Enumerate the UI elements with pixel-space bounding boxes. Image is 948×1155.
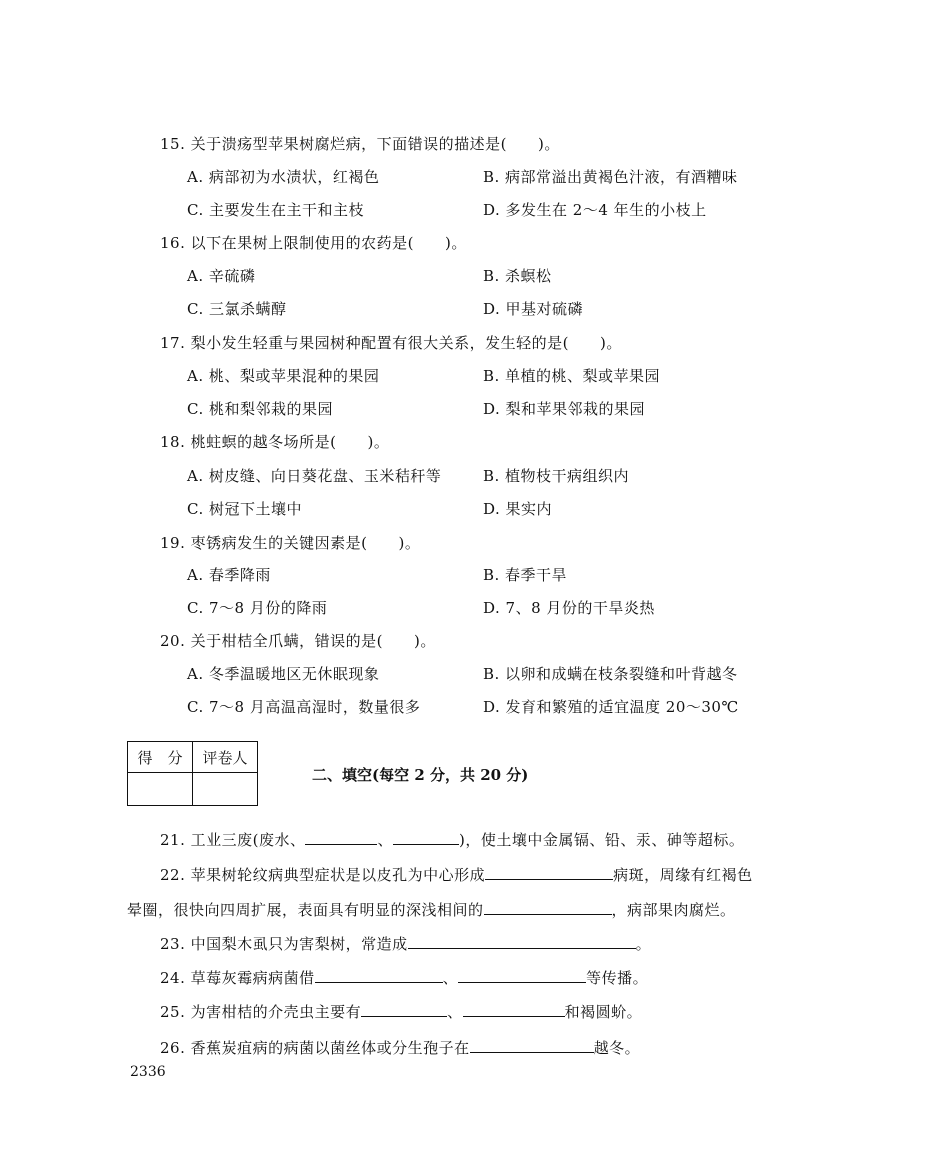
- fill-21-separator: 、: [377, 831, 393, 849]
- question-20-option-a: A. 冬季温暖地区无休眠现象: [187, 665, 380, 683]
- section-2-title: 二、填空(每空 2 分，共 20 分): [312, 766, 529, 784]
- fill-21-blank-1[interactable]: [305, 830, 377, 845]
- question-15-option-d: D. 多发生在 2～4 年生的小枝上: [483, 201, 707, 219]
- fill-question-23: [160, 934, 651, 953]
- question-15-stem: 15. 关于溃疡型苹果树腐烂病，下面错误的描述是( )。: [160, 135, 560, 153]
- question-17-option-a: A. 桃、梨或苹果混种的果园: [187, 367, 380, 385]
- question-17-option-c: C. 桃和梨邻栽的果园: [187, 400, 333, 418]
- fill-22-text-2: 病斑，周缘有红褐色: [613, 866, 753, 884]
- question-16-option-d: D. 甲基对硫磷: [483, 300, 584, 318]
- question-16-stem: 16. 以下在果树上限制使用的农药是( )。: [160, 234, 467, 252]
- fill-23-text-2: 。: [635, 935, 652, 953]
- question-16-option-a: A. 辛硫磷: [187, 267, 256, 285]
- question-15-option-a: A. 病部初为水渍状，红褐色: [187, 168, 380, 186]
- fill-24-blank-1[interactable]: [315, 968, 443, 983]
- fill-25-separator: 、: [447, 1003, 463, 1021]
- fill-22-text-1: 22. 苹果树轮纹病典型症状是以皮孔为中心形成: [160, 866, 486, 884]
- fill-question-24: [160, 968, 648, 987]
- fill-26-blank[interactable]: [470, 1038, 594, 1053]
- fill-question-26: [160, 1038, 640, 1057]
- fill-question-22-line-1: [160, 865, 753, 884]
- question-16-option-b: B. 杀螟松: [483, 267, 552, 285]
- fill-26-text-2: 越冬。: [593, 1039, 641, 1057]
- question-20-option-c: C. 7～8 月高温高湿时，数量很多: [187, 698, 421, 716]
- question-19-option-a: A. 春季降雨: [187, 566, 271, 584]
- fill-25-blank-2[interactable]: [463, 1002, 565, 1017]
- fill-24-text-1: 24. 草莓灰霉病病菌借: [160, 969, 315, 987]
- fill-21-text-2: )，使土壤中金属镉、铅、汞、砷等超标。: [459, 831, 745, 849]
- question-19-option-b: B. 春季干旱: [483, 566, 568, 584]
- fill-21-blank-2[interactable]: [393, 830, 459, 845]
- question-20-stem: 20. 关于柑桔全爪螨，错误的是( )。: [160, 632, 436, 650]
- fill-question-21: [160, 830, 744, 849]
- fill-23-text-1: 23. 中国梨木虱只为害梨树，常造成: [160, 935, 408, 953]
- fill-25-text-2: 和褐圆蚧。: [564, 1003, 643, 1021]
- question-19-option-c: C. 7～8 月份的降雨: [187, 599, 328, 617]
- score-box: [127, 741, 258, 806]
- score-cell[interactable]: [128, 773, 193, 806]
- question-17-option-d: D. 梨和苹果邻栽的果园: [483, 400, 646, 418]
- fill-22-blank-2[interactable]: [484, 900, 612, 915]
- question-18-option-d: D. 果实内: [483, 500, 553, 518]
- question-15-option-b: B. 病部常溢出黄褐色汁液，有酒糟味: [483, 168, 738, 186]
- question-18-option-a: A. 树皮缝、向日葵花盘、玉米秸秆等: [187, 467, 442, 485]
- fill-24-text-2: 等传播。: [586, 969, 649, 987]
- fill-24-blank-2[interactable]: [458, 968, 586, 983]
- fill-22-text-4: ，病部果肉腐烂。: [611, 901, 736, 919]
- fill-25-blank-1[interactable]: [361, 1002, 447, 1017]
- score-label: 得 分: [128, 742, 193, 773]
- fill-question-25: [160, 1002, 642, 1021]
- question-17-stem: 17. 梨小发生轻重与果园树种配置有很大关系，发生轻的是( )。: [160, 334, 622, 352]
- fill-question-22-line-2: [127, 900, 736, 919]
- question-20-option-b: B. 以卵和成螨在枝条裂缝和叶背越冬: [483, 665, 738, 683]
- fill-21-text-1: 21. 工业三废(废水、: [160, 831, 306, 849]
- page-number: 2336: [130, 1064, 166, 1080]
- fill-26-text-1: 26. 香蕉炭疽病的病菌以菌丝体或分生孢子在: [160, 1039, 470, 1057]
- question-20-option-d: D. 发育和繁殖的适宜温度 20～30℃: [483, 698, 739, 716]
- fill-25-text-1: 25. 为害柑桔的介壳虫主要有: [160, 1003, 362, 1021]
- question-18-stem: 18. 桃蛀螟的越冬场所是( )。: [160, 433, 390, 451]
- grader-label: 评卷人: [193, 742, 258, 773]
- grader-cell[interactable]: [193, 773, 258, 806]
- question-19-stem: 19. 枣锈病发生的关键因素是( )。: [160, 534, 421, 552]
- question-16-option-c: C. 三氯杀螨醇: [187, 300, 287, 318]
- question-19-option-d: D. 7、8 月份的干旱炎热: [483, 599, 655, 617]
- fill-22-blank-1[interactable]: [485, 865, 613, 880]
- question-15-option-c: C. 主要发生在主干和主枝: [187, 201, 364, 219]
- question-18-option-b: B. 植物枝干病组织内: [483, 467, 630, 485]
- fill-23-blank[interactable]: [408, 934, 636, 949]
- fill-22-text-3: 晕圈，很快向四周扩展，表面具有明显的深浅相间的: [127, 901, 484, 919]
- fill-24-separator: 、: [442, 969, 459, 987]
- question-17-option-b: B. 单植的桃、梨或苹果园: [483, 367, 661, 385]
- question-18-option-c: C. 树冠下土壤中: [187, 500, 302, 518]
